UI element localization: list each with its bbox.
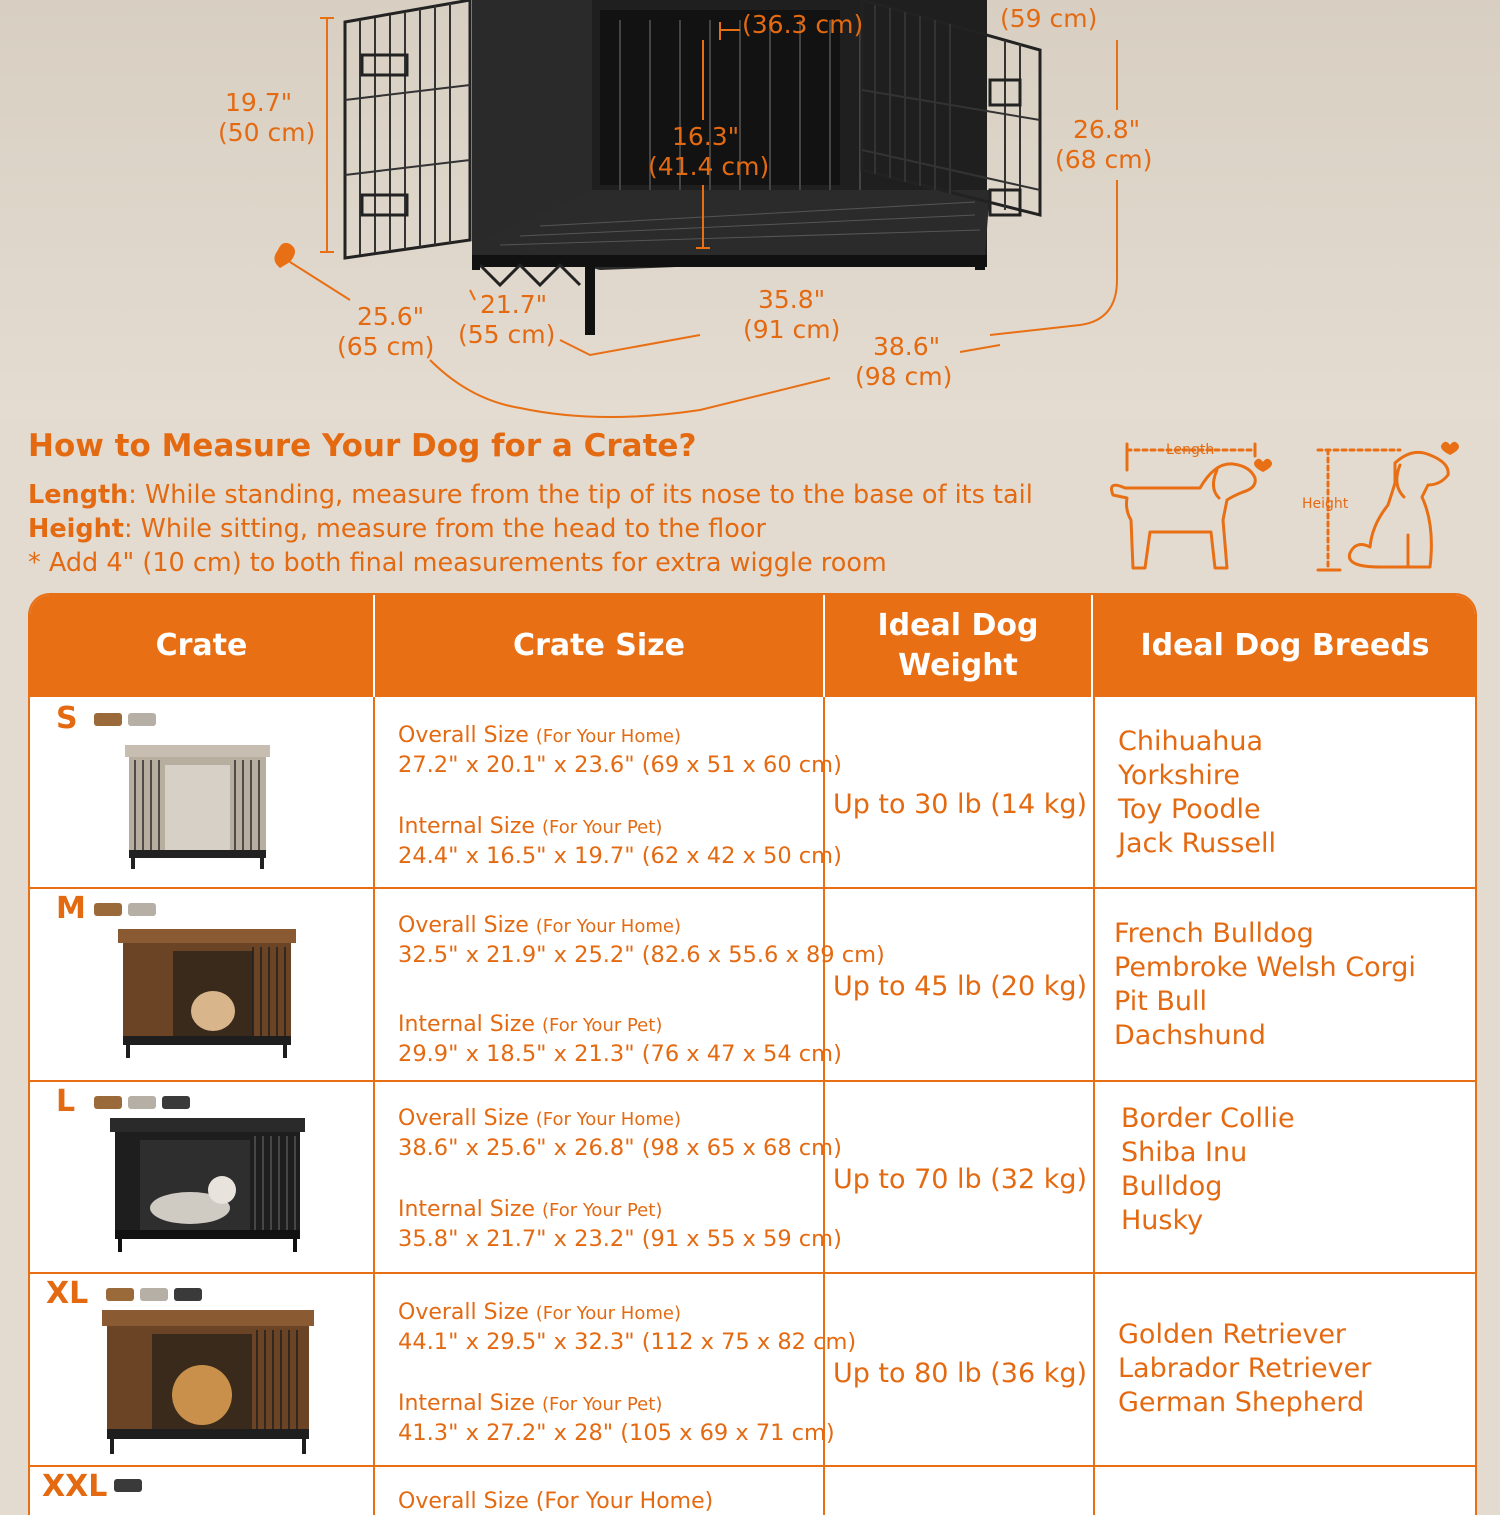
- length-text: : While standing, measure from the tip of its nose to the base of its tail: [128, 480, 1033, 510]
- breed-item: Toy Poodle: [1118, 794, 1261, 825]
- color-swatch-greige[interactable]: [128, 903, 156, 916]
- length-instruction: [28, 478, 1108, 512]
- color-swatch-greige[interactable]: [140, 1288, 168, 1301]
- overall-size-note: (For Your Home): [535, 1109, 681, 1130]
- dim-inner-depth-cm: (36.3 cm): [742, 10, 864, 39]
- crate-size-cell: [398, 1106, 842, 1254]
- dim-door-height-in: 19.7": [225, 88, 293, 117]
- header-ideal-breeds: Ideal Dog Breeds: [1140, 628, 1430, 663]
- internal-size-value: 24.4" x 16.5" x 19.7" (62 x 42 x 50 cm): [398, 843, 842, 869]
- crate-image-m: [118, 929, 298, 1064]
- table-row-m: [30, 887, 1475, 1081]
- measure-note: * Add 4" (10 cm) to both final measurements for extra wiggle room: [28, 548, 887, 578]
- overall-size-value: 44.1" x 29.5" x 32.3" (112 x 75 x 82 cm): [398, 1329, 857, 1355]
- header-ideal-weight: Ideal Dog Weight: [825, 595, 1093, 697]
- table-row-l: [30, 1080, 1475, 1274]
- overall-size-value: 38.6" x 25.6" x 26.8" (98 x 65 x 68 cm): [398, 1135, 842, 1161]
- dim-inner-height-cm: (41.4 cm): [648, 152, 770, 181]
- crate-size-cell: [398, 1300, 856, 1448]
- breed-item: Border Collie: [1121, 1103, 1295, 1134]
- breed-item: Bulldog: [1121, 1171, 1223, 1202]
- overall-size-note: (For Your Home): [535, 726, 681, 747]
- dim-inner-depth-in: 21.7": [480, 290, 548, 319]
- overall-size-note: (For Your Home): [535, 916, 681, 937]
- crate-size-cell: [398, 723, 842, 871]
- internal-size-label: Internal Size: [398, 1197, 535, 1222]
- breed-item: Jack Russell: [1118, 828, 1276, 859]
- header-crate-size: Crate Size: [375, 595, 825, 697]
- crate-size-cell: [398, 1489, 713, 1515]
- breed-item: Pit Bull: [1114, 986, 1207, 1017]
- breed-item: Husky: [1121, 1205, 1204, 1236]
- dim-door-height-cm: (50 cm): [218, 118, 316, 147]
- size-label: S: [56, 701, 78, 736]
- internal-size-note: (For Your Pet): [541, 1200, 663, 1221]
- color-swatch-greige[interactable]: [128, 713, 156, 726]
- overall-size-value: 27.2" x 20.1" x 23.6" (69 x 51 x 60 cm): [398, 752, 842, 778]
- dim-inner-length-cm: (91 cm): [743, 315, 841, 344]
- color-swatch-rustic[interactable]: [94, 1096, 122, 1109]
- color-swatch-black[interactable]: [114, 1479, 142, 1492]
- breeds-list: [1121, 1102, 1295, 1238]
- table-row-s: [30, 697, 1475, 887]
- overall-size-label: Overall Size: [398, 723, 529, 748]
- crate-image-l: [110, 1118, 310, 1258]
- size-label: XL: [46, 1276, 89, 1311]
- size-label: M: [56, 891, 86, 926]
- dim-inner-height-in: 16.3": [672, 122, 740, 151]
- breed-item: Golden Retriever: [1118, 1319, 1347, 1350]
- dim-inner-length-in: 35.8": [758, 285, 826, 314]
- color-swatch-black[interactable]: [174, 1288, 202, 1301]
- overall-size-label: Overall Size (For Your Home): [398, 1489, 714, 1514]
- dim-overall-height-in: 26.8": [1073, 115, 1141, 144]
- height-instruction: [28, 512, 1108, 546]
- crate-image-s: [125, 745, 275, 875]
- length-term: Length: [28, 480, 129, 510]
- crate-dimension-diagram: [0, 0, 1500, 420]
- breed-item: Yorkshire: [1118, 760, 1240, 791]
- crate-size-cell: [398, 913, 885, 1069]
- internal-size-note: (For Your Pet): [541, 1015, 663, 1036]
- weight-value: Up to 70 lb (32 kg): [832, 1164, 1088, 1195]
- internal-size-value: 29.9" x 18.5" x 21.3" (76 x 47 x 54 cm): [398, 1041, 842, 1067]
- height-term: Height: [28, 514, 124, 544]
- illustration-length-label: Length: [1166, 442, 1215, 458]
- breed-item: Labrador Retriever: [1118, 1353, 1372, 1384]
- color-swatch-rustic[interactable]: [94, 903, 122, 916]
- internal-size-label: Internal Size: [398, 1012, 535, 1037]
- internal-size-note: (For Your Pet): [541, 1394, 663, 1415]
- overall-size-value: 32.5" x 21.9" x 25.2" (82.6 x 55.6 x 89 cm): [398, 942, 885, 968]
- internal-size-label: Internal Size: [398, 1391, 535, 1416]
- crate-image-xl: [102, 1310, 317, 1460]
- measure-instructions: [28, 428, 1108, 580]
- breed-item: Dachshund: [1114, 1020, 1266, 1051]
- weight-value: Up to 45 lb (20 kg): [832, 971, 1088, 1002]
- breed-item: French Bulldog: [1114, 918, 1314, 949]
- measure-title: How to Measure Your Dog for a Crate?: [28, 428, 697, 464]
- internal-size-note: (For Your Pet): [541, 817, 663, 838]
- breeds-list: [1114, 917, 1416, 1053]
- color-swatch-rustic[interactable]: [106, 1288, 134, 1301]
- header-crate: Crate: [30, 595, 375, 697]
- height-text: : While sitting, measure from the head to the floor: [123, 514, 766, 544]
- overall-size-label: Overall Size: [398, 1106, 529, 1131]
- internal-size-label: Internal Size: [398, 814, 535, 839]
- breed-item: Pembroke Welsh Corgi: [1114, 952, 1416, 983]
- breeds-list: [1118, 725, 1276, 861]
- internal-size-value: 35.8" x 21.7" x 23.2" (91 x 55 x 59 cm): [398, 1226, 842, 1252]
- breeds-list: [1118, 1318, 1371, 1420]
- dim-overall-height-cm: (68 cm): [1055, 145, 1153, 174]
- dim-overall-length-in: 38.6": [873, 332, 941, 361]
- table-row-xl: [30, 1272, 1475, 1467]
- crate-illustration: [0, 0, 1500, 420]
- dim-top-right-cm: (59 cm): [1000, 4, 1098, 33]
- overall-size-label: Overall Size: [398, 1300, 529, 1325]
- color-swatch-greige[interactable]: [128, 1096, 156, 1109]
- size-label: XXL: [42, 1469, 108, 1504]
- color-swatch-black[interactable]: [162, 1096, 190, 1109]
- overall-size-label: Overall Size: [398, 913, 529, 938]
- weight-value: Up to 80 lb (36 kg): [832, 1358, 1088, 1389]
- dim-inner-depth-cm2: (55 cm): [458, 320, 556, 349]
- dim-overall-length-cm: (98 cm): [855, 362, 953, 391]
- dim-overall-depth-cm: (65 cm): [337, 332, 435, 361]
- internal-size-value: 41.3" x 27.2" x 28" (105 x 69 x 71 cm): [398, 1420, 835, 1446]
- standing-dog-icon: [1105, 440, 1275, 580]
- breed-item: German Shepherd: [1118, 1387, 1365, 1418]
- dim-overall-depth-in: 25.6": [357, 302, 425, 331]
- overall-size-note: (For Your Home): [535, 1303, 681, 1324]
- color-swatch-rustic[interactable]: [94, 713, 122, 726]
- breed-item: Chihuahua: [1118, 726, 1264, 757]
- size-table: [28, 593, 1477, 1515]
- table-header: [30, 595, 1475, 697]
- size-label: L: [56, 1084, 76, 1119]
- weight-value: Up to 30 lb (14 kg): [832, 789, 1088, 820]
- breed-item: Shiba Inu: [1121, 1137, 1248, 1168]
- illustration-height-label: Height: [1302, 496, 1349, 512]
- table-row-xxl: [30, 1465, 1475, 1515]
